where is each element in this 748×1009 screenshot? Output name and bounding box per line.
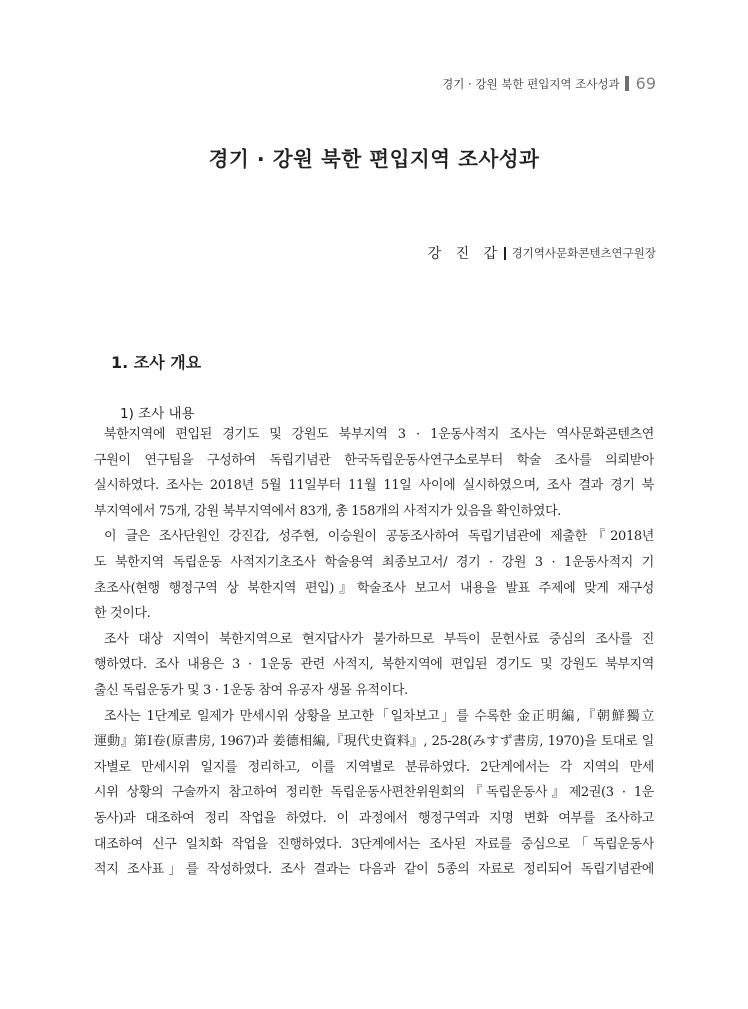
running-header bbox=[442, 74, 656, 93]
body-line: 자별로 만세시위 일지를 정리하고, 이를 지역별로 분류하였다. 2단계에서는 각 지역의 만세 bbox=[94, 759, 654, 775]
subsection-heading: 1) 조사 내용 bbox=[120, 406, 195, 422]
section-heading: 1. 조사 개요 bbox=[111, 353, 202, 372]
article-title: 경기 · 강원 북한 편입지역 조사성과 bbox=[208, 147, 540, 171]
body-text bbox=[94, 422, 654, 883]
running-title: 경기 · 강원 북한 편입지역 조사성과 bbox=[442, 76, 620, 91]
body-line: 동사)과 대조하여 정리 작업을 하였다. 이 과정에서 행정구역과 지명 변화 여부를 조사하고 bbox=[94, 810, 654, 826]
body-line: 행하였다. 조사 내용은 3 · 1운동 관련 사적지, 북한지역에 편입된 경기도 및 강원도 북부지역 bbox=[94, 657, 654, 673]
body-line: 초조사(현행 행정구역 상 북한지역 편입)』학술조사 보고서 내용을 발표 주제에 맞게 재구성 bbox=[94, 580, 654, 596]
body-line: 적지 조사표」를 작성하였다. 조사 결과는 다음과 같이 5종의 자료로 정리되어 독립기념관에 bbox=[94, 862, 654, 878]
author-line bbox=[428, 243, 656, 263]
body-line: 부지역에서 75개, 강원 북부지역에서 83개, 총 158개의 사적지가 있음을 확인하였다. bbox=[94, 503, 562, 519]
body-line: 출신 독립운동가 및 3 · 1운동 참여 유공자 생몰 유적이다. bbox=[94, 682, 408, 698]
body-line: 북한지역에 편입된 경기도 및 강원도 북부지역 3 · 1운동사적지 조사는 역사문화콘텐츠연 bbox=[104, 427, 654, 442]
author-separator bbox=[504, 247, 506, 260]
body-line: 구원이 연구팀을 구성하여 독립기념관 한국독립운동사연구소로부터 학술 조사를 의뢰받아 bbox=[94, 452, 654, 468]
author-name: 강 진 갑 bbox=[427, 246, 503, 262]
page-number: 69 bbox=[635, 74, 656, 93]
body-line: 시위 상황의 구술까지 참고하여 정리한 독립운동사편찬위원회의『독립운동사』제2권(3 · 1운 bbox=[94, 785, 654, 801]
body-line: 실시하였다. 조사는 2018년 5월 11일부터 11월 11일 사이에 실시하였으며, 조사 결과 경기 북 bbox=[94, 478, 654, 494]
body-line: 도 북한지역 독립운동 사적지기초조사 학술용역 최종보고서/ 경기 · 강원 3 · 1운동사적지 기 bbox=[94, 554, 654, 570]
body-line: 대조하여 신구 일치화 작업을 진행하였다. 3단계에서는 조사된 자료를 중심으로「독립운동사 bbox=[94, 836, 654, 852]
body-line: 運動』第Ⅰ卷(原書房, 1967)과 姜德相編,『現代史資料』, 25-28(みすず書房, 1970)을 토대로 일 bbox=[94, 734, 654, 750]
body-line: 이 글은 조사단원인 강진갑, 성주현, 이승원이 공동조사하여 독립기념관에 제출한『2018년 bbox=[104, 529, 654, 545]
author-affiliation: 경기역사문화콘텐츠연구원장 bbox=[511, 246, 656, 260]
body-line: 조사 대상 지역이 북한지역으로 현지답사가 불가하므로 부득이 문헌사료 중심의 조사를 진 bbox=[104, 631, 654, 647]
header-divider-bar bbox=[625, 76, 629, 91]
body-line: 한 것이다. bbox=[94, 606, 151, 622]
body-line: 조사는 1단계로 일제가 만세시위 상황을 보고한「일차보고」를 수록한 金正明編,『朝鮮獨立 bbox=[104, 708, 654, 724]
